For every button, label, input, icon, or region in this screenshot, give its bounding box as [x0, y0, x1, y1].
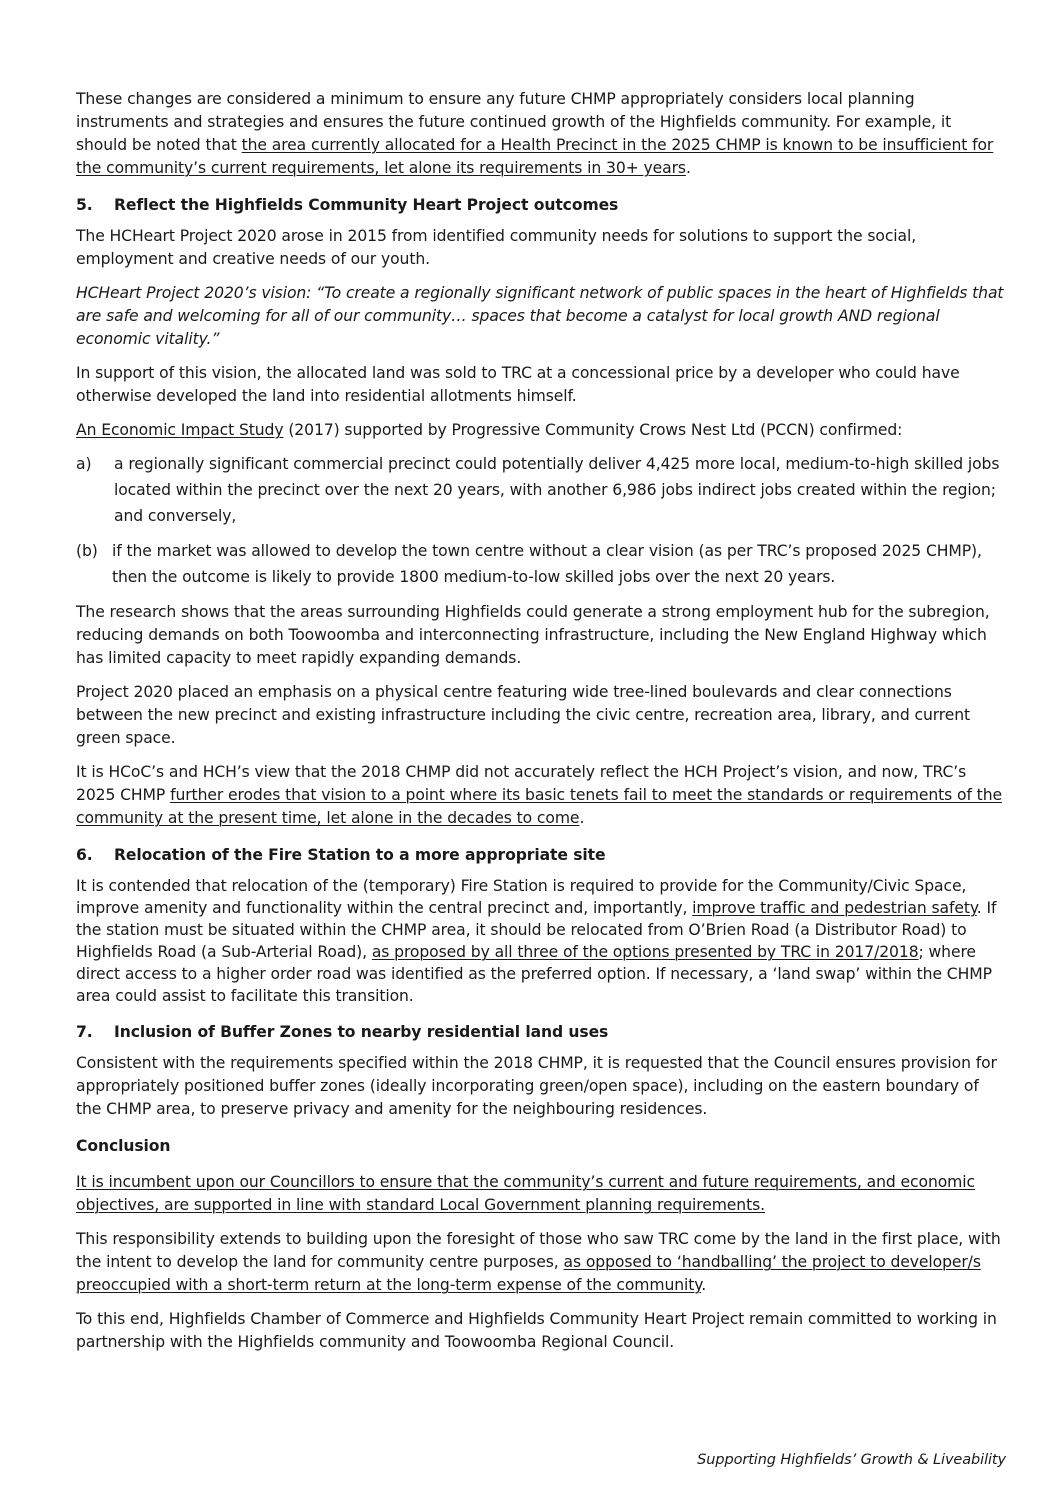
list-item-a [76, 453, 1006, 529]
intro-end: . [685, 159, 691, 177]
project-2020-paragraph: Project 2020 placed an emphasis on a physical centre featuring wide tree-lined boulevards and clear connections between the new precinct and existing infrastructure including the civic centre, recreation area, library, and current green space. [76, 683, 971, 747]
document-page [76, 88, 1006, 1365]
section-5-heading [76, 194, 1006, 216]
view-end: . [579, 809, 585, 827]
conclusion-paragraph-3: To this end, Highfields Chamber of Commerce and Highfields Community Heart Project remain committed to working in partnership with the Highfields community and Toowoomba Regional Council. [76, 1310, 997, 1351]
intro-text: These changes are considered a minimum to ensure any future CHMP appropriately considers local planning instruments and strategies and ensures the future continued growth of the Highfields community. For example, it should be noted that [76, 90, 952, 154]
conclusion-heading [76, 1135, 1006, 1157]
list-text-b: if the market was allowed to develop the town centre without a clear vision (as per TRC’s proposed 2025 CHMP), then the outcome is likely to provide 1800 medium-to-low skilled jobs over the next 20 years. [112, 542, 982, 586]
conclusion-end: . [701, 1276, 707, 1294]
section-7-paragraph: Consistent with the requirements specified within the 2018 CHMP, it is requested that the Council ensures provision for appropriately positioned buffer zones (ideally incorporating green/open space), including on the eastern boundary of the CHMP area, to preserve privacy and amenity for the neighbouring residences. [76, 1054, 997, 1118]
research-paragraph: The research shows that the areas surrounding Highfields could generate a strong employment hub for the subregion, reducing demands on both Toowoomba and interconnecting infrastructure, including the New England Highway which has limited capacity to meet rapidly expanding demands. [76, 603, 990, 667]
view-paragraph [76, 761, 1006, 830]
conclusion-paragraph-1: It is incumbent upon our Councillors to ensure that the community’s current and future requirements, and economic objectives, are supported in line with standard Local Government planning requirements. [76, 1173, 975, 1214]
section-7-title: Inclusion of Buffer Zones to nearby residential land uses [114, 1023, 609, 1041]
view-text: It is HCoC’s and HCH’s view that the 2018 CHMP did not accurately reflect the HCH Project’s vision, and now, TRC’s 2025 CHMP [76, 763, 967, 804]
list-marker-b: (b) [76, 542, 98, 560]
conclusion-title: Conclusion [76, 1137, 171, 1155]
section-6-number: 6. [76, 846, 93, 864]
section-6-text-b: . If the station must be situated within the CHMP area, it should be relocated from O’Brien Road (a Distributor Road) to Highfields Road (a Sub-Arterial Road), [76, 899, 997, 961]
section-7-heading [76, 1021, 1006, 1043]
section-5-paragraph-3: In support of this vision, the allocated land was sold to TRC at a concessional price by a developer who could have otherwise developed the land into residential allotments himself. [76, 364, 960, 405]
section-6-heading [76, 844, 1006, 866]
handballing-underlined-text: as opposed to ‘handballing’ the project to developer/s preoccupied with a short-term return at the long-term expense of the community [76, 1253, 981, 1294]
list-item-b [76, 540, 1006, 590]
section-6-paragraph [76, 875, 1006, 1007]
traffic-safety-underlined-text: improve traffic and pedestrian safety [692, 899, 977, 917]
section-5-paragraph-1: The HCHeart Project 2020 arose in 2015 from identified community needs for solutions to support the social, employment and creative needs of our youth. [76, 227, 917, 268]
section-5-title: Reflect the Highfields Community Heart Project outcomes [114, 196, 619, 214]
section-5-number: 5. [76, 196, 93, 214]
intro-paragraph [76, 88, 1006, 180]
vision-quote: HCHeart Project 2020’s vision: “To create a regionally significant network of public spaces in the heart of Highfields that are safe and welcoming for all of our community… spaces that become a catalyst for local growth AND regional economic vitality.” [76, 284, 1004, 348]
section-6-text-a: It is contended that relocation of the (temporary) Fire Station is required to provide for the Community/Civic Space, improve amenity and functionality within the central precinct and, importantly, [76, 877, 967, 917]
study-paragraph [76, 419, 1006, 442]
section-6-title: Relocation of the Fire Station to a more appropriate site [114, 846, 606, 864]
health-precinct-underlined-text: the area currently allocated for a Health Precinct in the 2025 CHMP is known to be insufficient for the community’s current requirements, let alone its requirements in 30+ years [76, 136, 994, 177]
study-text: (2017) supported by Progressive Community Crows Nest Ltd (PCCN) confirmed: [283, 421, 903, 439]
conclusion-text: This responsibility extends to building upon the foresight of those who saw TRC come by the land in the first place, with the intent to develop the land for community centre purposes, [76, 1230, 1001, 1271]
economic-impact-study-link[interactable]: An Economic Impact Study [76, 421, 284, 439]
section-7-number: 7. [76, 1023, 93, 1041]
options-underlined-text: as proposed by all three of the options presented by TRC in 2017/2018 [371, 943, 919, 961]
erodes-vision-underlined-text: further erodes that vision to a point where its basic tenets fail to meet the standards or requirements of the community at the present time, let alone in the decades to come [76, 786, 1002, 827]
list-text-a: a regionally significant commercial precinct could potentially deliver 4,425 more local, medium-to-high skilled jobs located within the precinct over the next 20 years, with another 6,986 jobs indirect jobs created within the region; and conversely, [114, 455, 1000, 525]
conclusion-paragraph-2 [76, 1228, 1006, 1297]
section-6-text-c: ; where direct access to a higher order road was identified as the preferred option. If necessary, a ‘land swap’ within the CHMP area could assist to facilitate this transition. [76, 943, 992, 1005]
page-footer: Supporting Highfields’ Growth & Liveability [697, 1452, 1006, 1468]
list-marker-a: a) [76, 455, 92, 473]
